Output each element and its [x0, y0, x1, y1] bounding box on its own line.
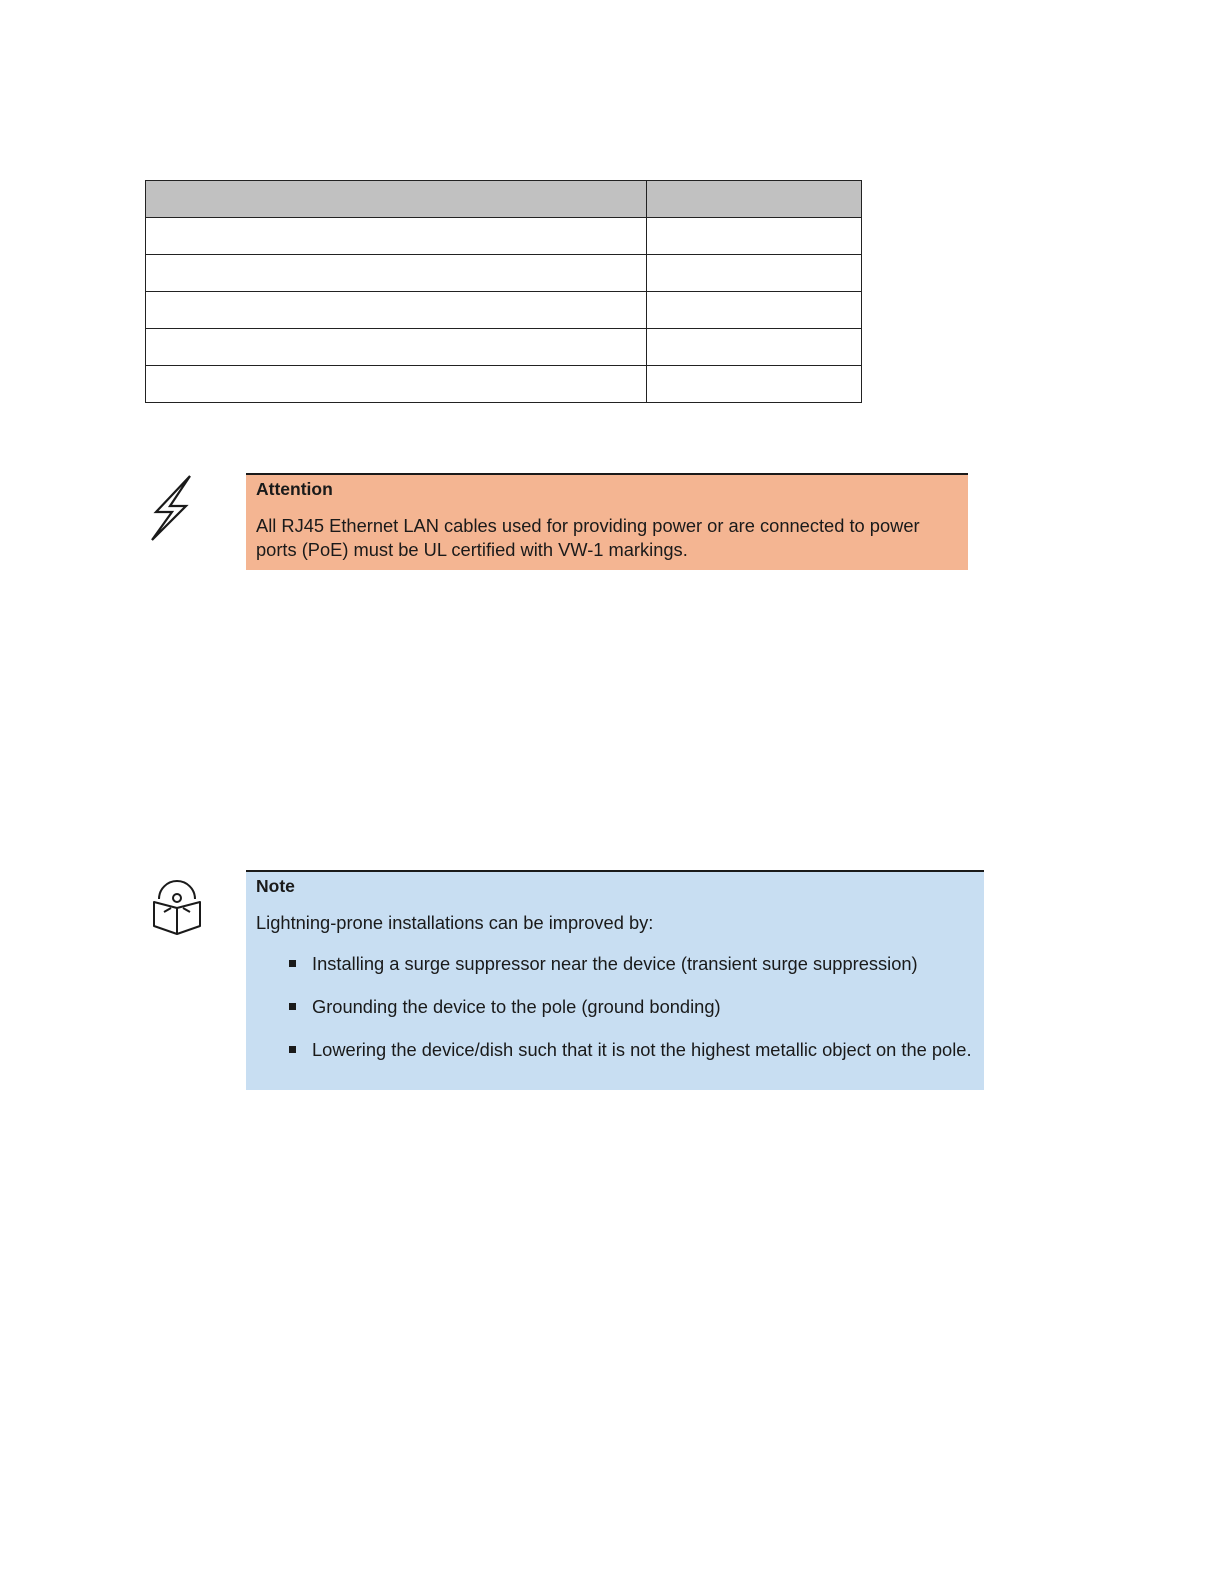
table-cell — [647, 329, 862, 366]
list-item: Grounding the device to the pole (ground bonding) — [312, 995, 982, 1019]
table-row — [146, 255, 862, 292]
attention-title: Attention — [256, 479, 333, 499]
table-header-cell — [647, 181, 862, 218]
table-cell — [146, 366, 647, 403]
attention-body: All RJ45 Ethernet LAN cables used for providing power or are connected to power ports (PoE) must be UL certified with VW-1 markings. — [256, 515, 920, 560]
table-cell — [146, 255, 647, 292]
note-title: Note — [256, 876, 295, 896]
table-row — [146, 329, 862, 366]
note-callout — [246, 870, 984, 1090]
list-item: Lowering the device/dish such that it is not the highest metallic object on the pole. — [312, 1038, 982, 1062]
table-row — [146, 366, 862, 403]
table-cell — [647, 366, 862, 403]
table-cell — [647, 255, 862, 292]
list-item: Installing a surge suppressor near the device (transient surge suppression) — [312, 952, 982, 976]
table-cell — [647, 218, 862, 255]
table-header-row — [146, 181, 862, 218]
table-cell — [146, 218, 647, 255]
table-header-cell — [146, 181, 647, 218]
table-row — [146, 218, 862, 255]
table-cell — [146, 329, 647, 366]
table-cell — [647, 292, 862, 329]
lightning-bolt-icon — [146, 472, 196, 544]
book-reader-icon — [150, 877, 204, 937]
table-cell — [146, 292, 647, 329]
attention-callout — [246, 473, 968, 570]
data-table — [145, 180, 862, 403]
table-row — [146, 292, 862, 329]
note-intro: Lightning-prone installations can be improved by: — [256, 912, 654, 933]
